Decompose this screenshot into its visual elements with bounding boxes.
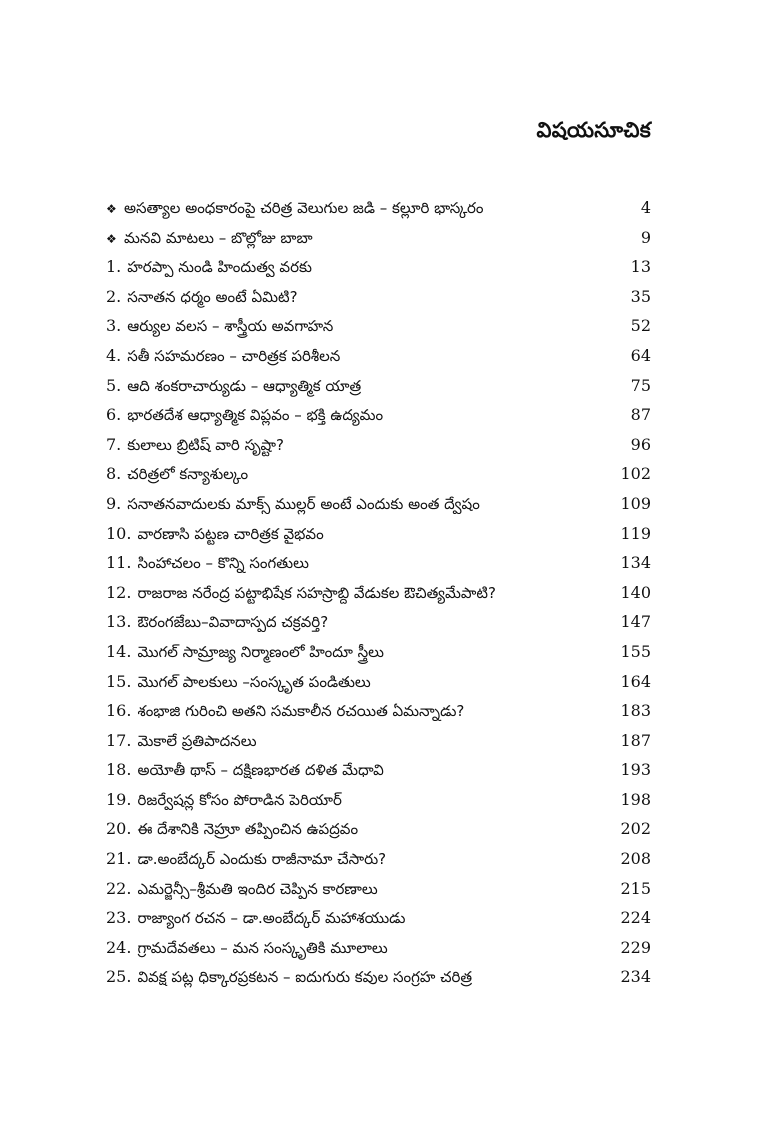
toc-entry (106, 519, 651, 549)
toc-entry-page-number: 164 (620, 671, 651, 691)
toc-entry-title: ఔరంగజేబు–వివాదాస్పద చక్రవర్తి? (137, 613, 329, 632)
toc-entry-title: రాజ్యాంగ రచన – డా.అంబేద్కర్ మహాశయుడు (137, 909, 406, 928)
toc-entry-number: 23. (106, 908, 132, 928)
toc-entry (106, 371, 651, 401)
toc-entry-title: చరిత్రలో కన్యాశుల్కం (127, 465, 249, 484)
toc-entry (106, 252, 651, 282)
toc-entry-page-number: 208 (620, 849, 651, 869)
toc-entry-title: ఆది శంకరాచార్యుడు – ఆధ్యాత్మిక యాత్ర (127, 376, 362, 395)
toc-entry (106, 311, 651, 341)
toc-entry-title: డా.అంబేద్కర్ ఎందుకు రాజీనామా చేసారు? (137, 850, 387, 869)
toc-entry (106, 874, 651, 904)
toc-entry-title: ఆర్యుల వలస – శాస్త్రీయ అవగాహన (127, 317, 334, 336)
toc-entry (106, 726, 651, 756)
toc-entry-title: రాజరాజ నరేంద్ర పట్టాభిషేక సహస్రాబ్ది వేడుకల ఔచిత్యమేపాటి? (137, 583, 496, 602)
toc-entry-title: ఈ దేశానికి నెహ్రూ తప్పించిన ఉపద్రవం (137, 820, 359, 839)
toc-entry-page-number: 183 (620, 701, 651, 721)
toc-entry (106, 548, 651, 578)
toc-entry-number: 8. (106, 464, 122, 484)
toc-entry (106, 607, 651, 637)
toc-entry-number: 1. (106, 257, 122, 277)
toc-entry-number: 7. (106, 434, 122, 454)
toc-entry-number: 19. (106, 789, 132, 809)
toc-entry-page-number: 102 (620, 464, 651, 484)
toc-entry-page-number: 187 (620, 730, 651, 750)
toc-entry-number: 9. (106, 493, 122, 513)
toc-entry-number: 13. (106, 612, 132, 632)
toc-entry-page-number: 229 (620, 937, 651, 957)
toc-entry-title: అసత్యాల అంధకారంపై చరిత్ర వెలుగుల జడి – కల్లూరి భాస్కరం (124, 199, 484, 217)
toc-entry (106, 933, 651, 963)
toc-entry (106, 844, 651, 874)
toc-entry-title: మెకాలే ప్రతిపాదనలు (137, 731, 257, 750)
toc-entry (106, 459, 651, 489)
toc-entry-page-number: 140 (620, 582, 651, 602)
toc-entry-title: రిజర్వేషన్ల కోసం పోరాడిన పెరియార్ (137, 790, 342, 809)
toc-entry-page-number: 96 (630, 434, 651, 454)
toc-entry (106, 341, 651, 371)
toc-entry (106, 578, 651, 608)
toc-entry-page-number: 109 (620, 493, 651, 513)
toc-entry (106, 814, 651, 844)
toc-entry-title: శంభాజి గురించి అతని సమకాలీన రచయిత ఏమన్నాడు? (137, 702, 465, 721)
toc-entry-title: గ్రామదేవతలు – మన సంస్కృతికి మూలాలు (137, 938, 388, 957)
toc-entry-title: హరప్పా నుండి హిందుత్వ వరకు (127, 258, 313, 277)
diamond-bullet-icon: ❖ (106, 231, 117, 246)
toc-entry (106, 193, 651, 223)
toc-entry-title: సనాతనవాదులకు మాక్స్ ముల్లర్ అంటే ఎందుకు అంత ద్వేషం (127, 494, 480, 513)
toc-entry-page-number: 4 (640, 198, 651, 217)
toc-entry (106, 667, 651, 697)
toc-entry (106, 430, 651, 460)
toc-entry-number: 10. (106, 523, 132, 543)
toc-entry-number: 5. (106, 375, 122, 395)
toc-entry (106, 223, 651, 253)
toc-entry-page-number: 193 (620, 760, 651, 780)
toc-entry-page-number: 234 (620, 967, 651, 987)
toc-entry-number: 3. (106, 316, 122, 336)
toc-entry-title: వివక్ష పట్ల ధిక్కారప్రకటన – ఐదుగురు కవుల సంగ్రహ చరిత్ర (137, 968, 473, 987)
toc-entry-title: వారణాసి పట్టణ చారిత్రక వైభవం (137, 524, 324, 543)
toc-entry-page-number: 13 (630, 257, 651, 277)
toc-entry-number: 24. (106, 937, 132, 957)
toc-entry (106, 489, 651, 519)
toc-entry-title: భారతదేశ ఆధ్యాత్మిక విప్లవం – భక్తి ఉద్యమం (127, 406, 384, 425)
toc-entry-number: 25. (106, 967, 132, 987)
toc-entry-page-number: 224 (620, 908, 651, 928)
toc-entry-number: 2. (106, 286, 122, 306)
toc-entry-page-number: 155 (620, 641, 651, 661)
toc-entry-title: సతీ సహమరణం – చారిత్రక పరిశీలన (127, 346, 341, 365)
toc-entry-title: కులాలు బ్రిటిష్ వారి సృష్టా? (127, 435, 284, 454)
toc-entry-number: 15. (106, 671, 132, 691)
toc-entry-number: 6. (106, 405, 122, 425)
toc-entry-title: అయోతీ థాస్ – దక్షిణభారత దళిత మేధావి (137, 761, 384, 780)
toc-entry-title: మనవి మాటలు – బొల్లోజు బాబా (124, 228, 313, 247)
toc-entry-page-number: 75 (630, 375, 651, 395)
toc-entry (106, 903, 651, 933)
toc-entry (106, 755, 651, 785)
toc-entry-page-number: 64 (630, 345, 651, 365)
toc-entry-number: 16. (106, 701, 132, 721)
toc-entry-number: 11. (106, 553, 132, 573)
toc-entry-number: 4. (106, 345, 122, 365)
toc-entry-page-number: 9 (640, 227, 651, 247)
table-of-contents (106, 193, 651, 992)
toc-entry-page-number: 147 (620, 612, 651, 632)
toc-entry (106, 696, 651, 726)
toc-entry-page-number: 215 (620, 878, 651, 898)
toc-entry-title: ఎమర్జెన్సీ–శ్రీమతి ఇందిర చెప్పిన కారణాలు (137, 879, 378, 898)
toc-entry-title: మొగల్ పాలకులు –సంస్కృత పండితులు (137, 672, 371, 691)
toc-entry-page-number: 198 (620, 789, 651, 809)
toc-entry-number: 14. (106, 641, 132, 661)
toc-entry-page-number: 202 (620, 819, 651, 839)
toc-entry-page-number: 119 (620, 523, 651, 543)
toc-entry-number: 17. (106, 730, 132, 750)
toc-entry-page-number: 134 (620, 553, 651, 573)
toc-entry-number: 20. (106, 819, 132, 839)
toc-entry-number: 22. (106, 878, 132, 898)
toc-entry (106, 400, 651, 430)
page-title: విషయసూచిక (536, 118, 651, 142)
toc-entry-page-number: 52 (630, 316, 651, 336)
diamond-bullet-icon: ❖ (106, 202, 117, 216)
toc-entry-title: సనాతన ధర్మం అంటే ఏమిటి? (127, 287, 298, 306)
toc-entry (106, 282, 651, 312)
toc-entry-number: 18. (106, 760, 132, 780)
toc-entry (106, 962, 651, 992)
toc-entry-page-number: 87 (630, 405, 651, 425)
toc-entry-page-number: 35 (630, 286, 651, 306)
toc-entry (106, 785, 651, 815)
toc-entry-title: సింహాచలం – కొన్ని సంగతులు (137, 554, 309, 573)
toc-entry-title: మొగల్ సామ్రాజ్య నిర్మాణంలో హిందూ స్త్రీలు (137, 642, 384, 661)
toc-entry-number: 21. (106, 849, 132, 869)
toc-entry-number: 12. (106, 582, 132, 602)
toc-entry (106, 637, 651, 667)
